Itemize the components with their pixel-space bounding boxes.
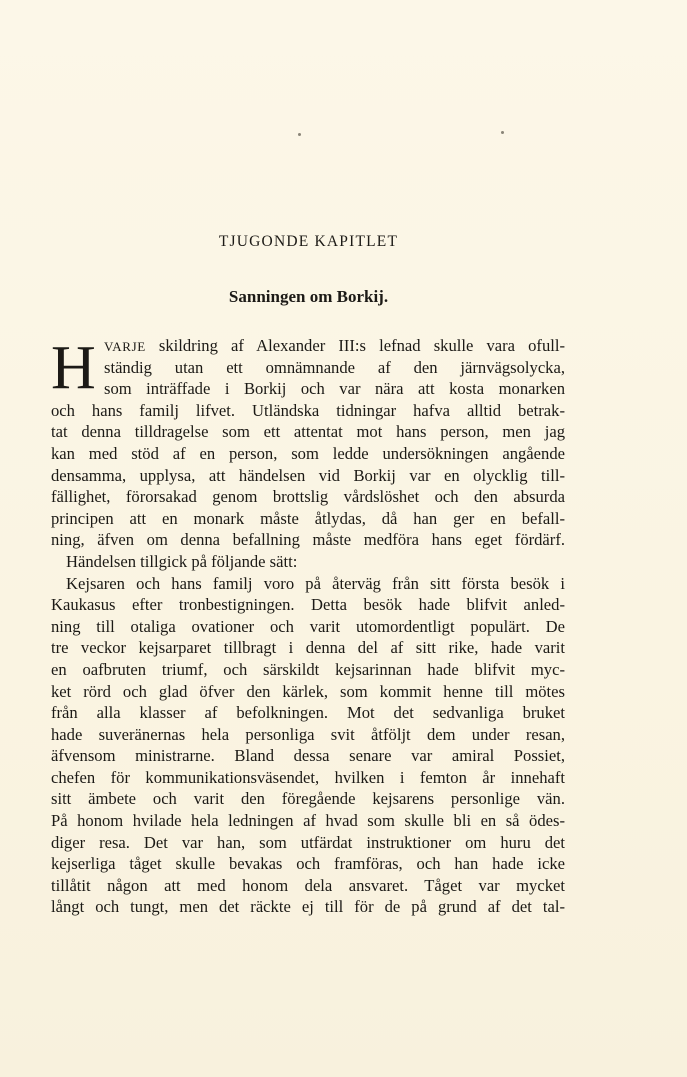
text-line: fällighet, förorsakad genom brottslig vårdslöshet och den absurda (51, 487, 565, 507)
text-line: VARJE skildring af Alexander III:s lefnad skulle vara ofull- (104, 336, 565, 355)
text-line: från alla klasser af befolkningen. Mot det sedvanliga bruket (51, 703, 565, 723)
text-line: ning till otaliga ovationer och varit utomordentligt populärt. De (51, 616, 565, 636)
paper-speck (298, 133, 301, 136)
drop-cap: H (51, 334, 96, 402)
text-line: Händelsen tillgick på följande sätt: (66, 551, 298, 571)
text-line: På honom hvilade hela ledningen af hvad som skulle bli en så ödes- (51, 811, 565, 831)
text-line: kejserliga tåget skulle bevakas och framföras, och han hade icke (51, 854, 565, 874)
text-line: tillåtit någon att med honom dela ansvaret. Tåget var mycket (51, 875, 565, 895)
smallcaps-word: VARJE (104, 339, 146, 354)
chapter-title: Sanningen om Borkij. (228, 287, 389, 306)
body-text (51, 335, 565, 918)
chapter-heading: TJUGONDE KAPITLET (218, 233, 399, 250)
text-line: ket rörd och glad öfver den kärlek, som kommit henne till mötes (51, 681, 565, 701)
text-line: och hans familj lifvet. Utländska tidningar hafva alltid betrak- (51, 400, 565, 420)
text-line: en oafbruten triumf, och särskildt kejsarinnan hade blifvit myc- (51, 659, 565, 679)
text-line: diger resa. Det var han, som utfärdat instruktioner om huru det (51, 832, 565, 852)
text-line: långt och tungt, men det räckte ej till för de på grund af det tal- (51, 897, 565, 917)
text-line: sitt ämbete och varit den föregående kejsarens personlige vän. (51, 789, 565, 809)
text-line: äfvensom ministrarne. Bland dessa senare var amiral Possiet, (51, 746, 565, 766)
text-line: kan med stöd af en person, som ledde undersökningen angående (51, 443, 565, 463)
text-line: som inträffade i Borkij och var nära att kosta monarken (104, 379, 565, 399)
text-line: tre veckor kejsarparet tillbragt i denna del af sitt rike, hade varit (51, 638, 565, 658)
text-line: principen att en monark måste åtlydas, då han ger en befall- (51, 508, 565, 528)
text-line: chefen för kommunikationsväsendet, hvilken i femton år innehaft (51, 767, 565, 787)
text-line: Kaukasus efter tronbestigningen. Detta besök hade blifvit anled- (51, 595, 565, 615)
text-line: densamma, upplysa, att händelsen vid Borkij var en olycklig till- (51, 465, 565, 485)
text-line: ständig utan ett omnämnande af den järnvägsolycka, (104, 357, 565, 377)
text-line: hade suveränernas hela personliga svit åtföljt dem under resan, (51, 724, 565, 744)
text-line: ning, äfven om denna befallning måste medföra hans eget fördärf. (51, 530, 565, 550)
paper-speck (501, 131, 504, 134)
text-line: tat denna tilldragelse som ett attentat mot hans person, men jag (51, 422, 565, 442)
text-line: Kejsaren och hans familj voro på återväg från sitt första besök i (66, 573, 565, 593)
